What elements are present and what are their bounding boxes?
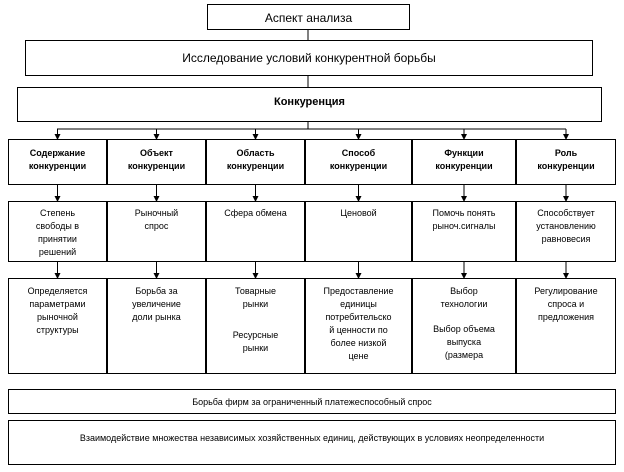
column-6-row2-line-2: установлению [536,221,596,231]
column-6-row2-line-3: равновесия [541,234,591,244]
column-5-row2-line-2: рыноч.сигналы [432,221,496,231]
column-1-row3-line-1: Определяется [27,286,88,296]
column-2-row3-line-1: Борьба за [135,286,178,296]
column-1-row2-line-4: решений [38,247,77,257]
column-1-row3-line-3: рыночной [37,312,78,322]
column-1-row2-box [8,201,107,262]
column-6-row2-line-1: Способствует [537,208,595,218]
column-2-header-box [107,139,206,185]
column-6-header-box [516,139,616,185]
column-6-row3-line-3: предложения [537,312,595,322]
column-4-header-line-1: Способ [341,148,376,158]
column-6-row3-box [516,278,616,374]
column-4-row3-line-2: единицы [340,299,377,309]
column-5-header-line-2: конкуренции [435,161,493,171]
column-4-row3-line-5: более низкой [330,338,387,348]
column-3-row3-box [206,278,305,374]
competition-box [17,87,602,122]
study-box [25,40,593,76]
column-5-header-line-1: Функции [444,148,484,158]
column-3-row3-line-2: рынки [242,299,269,309]
column-2-row2-box [107,201,206,262]
column-2-row2-line-1: Рыночный [134,208,179,218]
study-label: Исследование условий конкурентной борьбы [182,51,436,65]
column-5-row3-line-5: (размера [444,350,484,360]
column-2-row3-line-2: увеличение [132,299,181,309]
column-5-row2-line-1: Помочь понять [432,208,496,218]
column-2-header-line-2: конкуренции [127,161,186,171]
column-2-header-line-1: Объект [140,148,173,158]
column-5-row2-box [412,201,516,262]
column-5-row3-line-2: технологии [440,299,488,309]
column-3-row3-line-3: Ресурсные [232,330,279,340]
column-1-row3-line-4: структуры [36,325,79,335]
column-3-row2-line-1: Сфера обмена [224,208,287,218]
column-4-row2-line-1: Ценовой [340,208,377,218]
bottom-box-2 [8,420,616,465]
bottom-box-1 [8,389,616,414]
column-3-row3-line-1: Товарные [235,286,276,296]
column-1-header-box [8,139,107,185]
column-1-row2-line-2: свободы в [35,221,80,231]
competition-label: Конкуренция [274,96,345,108]
column-2-row3-box [107,278,206,374]
bottom-label-1: Борьба фирм за ограниченный платежеспособный спрос [192,397,432,407]
column-3-header-box [206,139,305,185]
column-4-row3-box [305,278,412,374]
column-3-row2-box [206,201,305,262]
column-3-header-line-1: Область [236,148,275,158]
column-6-header-line-1: Роль [554,148,578,158]
aspect-label: Аспект анализа [264,11,353,25]
column-6-row3-line-1: Регулирование [534,286,598,296]
column-4-row3-line-4: й ценности по [329,325,388,335]
bottom-label-2: Взаимодействие множества независимых хозяйственных единиц, действующих в условиях неопределенности [79,433,545,443]
column-4-header-line-2: конкуренции [329,161,388,171]
column-4-row2-box [305,201,412,262]
column-6-header-line-2: конкуренции [537,161,595,171]
column-3-row3-line-4: рынки [242,343,269,353]
column-4-header-box [305,139,412,185]
column-5-row3-line-3: Выбор объема [433,324,495,334]
column-4-row3-line-3: потребительско [325,312,392,322]
column-5-row3-line-4: выпуска [446,337,482,347]
column-5-header-box [412,139,516,185]
column-1-header-line-2: конкуренции [28,161,87,171]
column-1-row2-line-1: Степень [39,208,76,218]
aspect-box [207,4,410,30]
column-5-row3-box [412,278,516,374]
column-4-row3-line-1: Предоставление [323,286,394,296]
column-6-row3-line-2: спроса и [547,299,585,309]
column-3-header-line-2: конкуренции [226,161,285,171]
column-2-row3-line-3: доли рынка [132,312,181,322]
column-1-row2-line-3: принятии [38,234,77,244]
column-6-row2-box [516,201,616,262]
column-1-row3-box [8,278,107,374]
column-1-row3-line-2: параметрами [29,299,86,309]
column-2-row2-line-2: спрос [144,221,169,231]
column-5-row3-line-1: Выбор [450,286,478,296]
column-4-row3-line-6: цене [348,351,369,361]
column-1-header-line-1: Содержание [29,148,86,158]
